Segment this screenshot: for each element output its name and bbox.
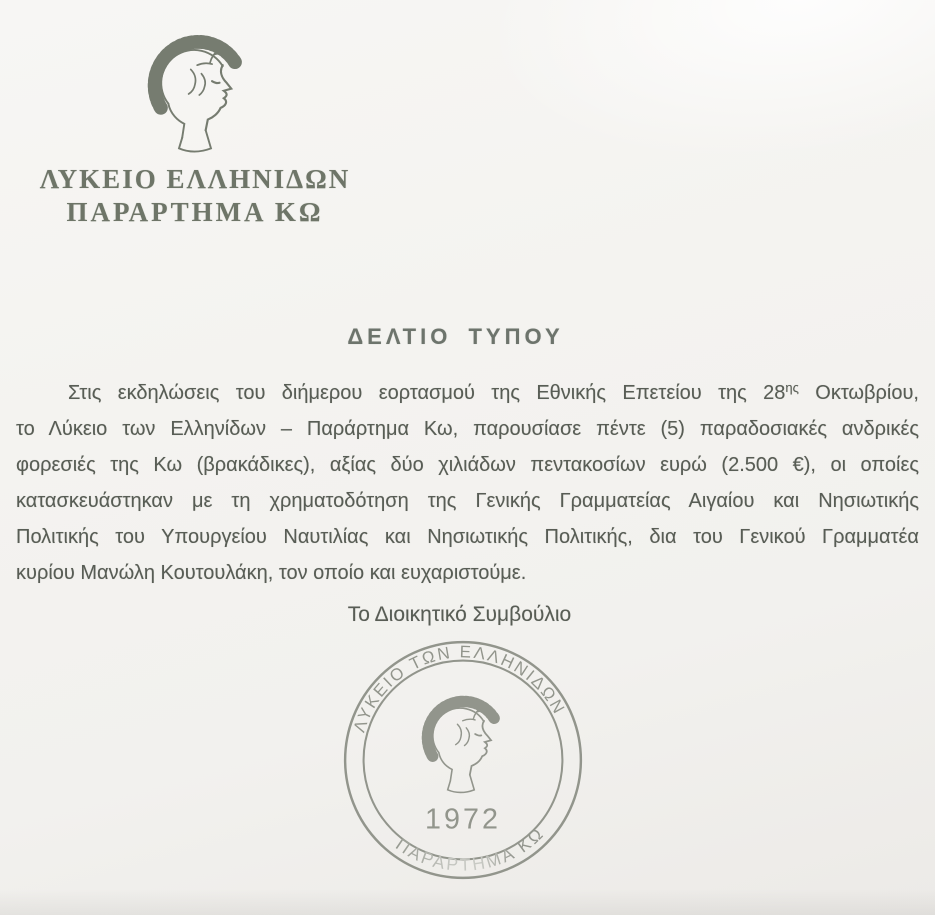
- organization-branch: ΠΑΡΑΡΤΗΜΑ ΚΩ: [66, 197, 324, 227]
- body-line: φορεσιές της Κω (βρακάδικες), αξίας δύο χιλιάδων πεντακοσίων ευρώ (2.500 €), οι οποίες: [16, 454, 919, 476]
- body-line-segment: Οκτωβρίου,: [798, 382, 919, 404]
- stamp-top-text: ΛΥΚΕΙΟ ΤΩΝ ΕΛΛΗΝΙΔΩΝ: [349, 642, 569, 735]
- body-line: κυρίου Μανώλη Κουτουλάκη, τον οποίο και ευχαριστούμε.: [16, 562, 527, 584]
- stamp-athena-head-icon: [427, 701, 494, 792]
- stamp-bottom-text: ΠΑΡΑΡΤΗΜΑ ΚΩ: [391, 822, 548, 875]
- press-release-title: ΔΕΛΤΙΟ ΤΥΠΟΥ: [347, 324, 564, 349]
- stamp-area: [0, 637, 935, 888]
- signature-line: Το Διοικητικό Συμβούλιο: [347, 603, 572, 626]
- ordinal-superscript: ης: [785, 380, 799, 395]
- body-line: [16, 375, 919, 411]
- body-line: κατασκευάστηκαν με τη χρηματοδότηση της Γενικής Γραμματείας Αιγαίου και Νησιωτικής: [16, 490, 919, 512]
- body-line: το Λύκειο των Ελληνίδων – Παράρτημα Κω, παρουσίασε πέντε (5) παραδοσιακές ανδρικές: [16, 418, 919, 440]
- official-round-stamp: [340, 637, 586, 883]
- stamp-year: 1972: [424, 803, 501, 836]
- organization-name: ΛΥΚΕΙΟ ΕΛΛΗΝΙΔΩΝ: [39, 164, 351, 194]
- letterhead: [0, 0, 390, 229]
- body-line-segment: Στις εκδηλώσεις του διήμερου εορτασμού της Εθνικής Επετείου της 28: [68, 382, 786, 404]
- body-paragraph: [0, 375, 935, 591]
- body-line: Πολιτικής του Υπουργείου Ναυτιλίας και Νησιωτικής Πολιτικής, δια του Γενικού Γραμματέα: [16, 526, 919, 548]
- athena-head-logo-icon: [131, 16, 259, 157]
